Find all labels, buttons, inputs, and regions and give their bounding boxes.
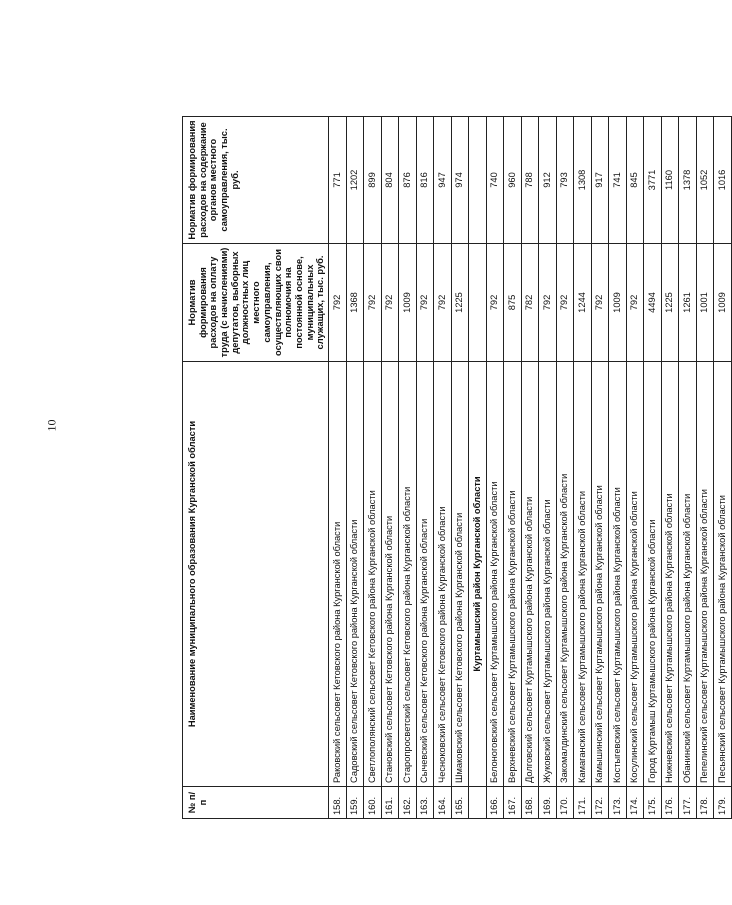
- municipality-name-cell: Садовский сельсовет Кетовского района Курганской области: [346, 362, 364, 787]
- row-number-cell: 173.: [609, 787, 627, 819]
- table-row: [364, 117, 382, 819]
- pay-norm-cell: 792: [416, 244, 434, 362]
- pay-norm-cell: 792: [381, 244, 399, 362]
- municipality-name-cell: Косулинский сельсовет Куртамышского района Курганской области: [626, 362, 644, 787]
- table-row: [609, 117, 627, 819]
- maintenance-norm-cell: 912: [539, 117, 557, 244]
- page-number: 10: [44, 419, 59, 432]
- table-row: [591, 117, 609, 819]
- pay-norm-cell: 792: [556, 244, 574, 362]
- pay-norm-cell: 1368: [346, 244, 364, 362]
- pay-norm-cell: 792: [364, 244, 382, 362]
- row-number-cell: 168.: [521, 787, 539, 819]
- pay-norm-cell: 1009: [714, 244, 732, 362]
- pay-norm-cell: 792: [626, 244, 644, 362]
- municipality-name-cell: Светлополянский сельсовет Кетовского района Курганской области: [364, 362, 382, 787]
- pay-norm-cell: 4494: [644, 244, 662, 362]
- header-pay-norm: Норматив формирования расходов на оплату труда (с начислениями) депутатов, выборных должностных лиц местного самоуправления, осуществляющих свои полномочия на постоянной основе, муниципальных служащих, тыс. руб.: [183, 244, 329, 362]
- table-row: [661, 117, 679, 819]
- maintenance-norm-cell: 793: [556, 117, 574, 244]
- municipality-name-cell: Нижневский сельсовет Куртамышского района Курганской области: [661, 362, 679, 787]
- maintenance-norm-cell: 1202: [346, 117, 364, 244]
- row-number-cell: 170.: [556, 787, 574, 819]
- pay-norm-cell: 792: [591, 244, 609, 362]
- maintenance-norm-cell: 740: [486, 117, 504, 244]
- row-number-cell: 164.: [434, 787, 452, 819]
- section-title: Куртамышский район Курганской области: [469, 362, 487, 787]
- maintenance-norm-cell: 876: [399, 117, 417, 244]
- maintenance-norm-cell: 917: [591, 117, 609, 244]
- municipality-name-cell: Белоноговский сельсовет Куртамышского района Курганской области: [486, 362, 504, 787]
- table-body: [183, 117, 732, 819]
- municipality-name-cell: Верхневский сельсовет Куртамышского района Курганской области: [504, 362, 522, 787]
- municipality-name-cell: Старопросветский сельсовет Кетовского района Курганской области: [399, 362, 417, 787]
- municipality-name-cell: Раковский сельсовет Кетовского района Курганской области: [329, 362, 347, 787]
- row-number-cell: 174.: [626, 787, 644, 819]
- row-number-cell: 176.: [661, 787, 679, 819]
- municipality-name-cell: Камаганский сельсовет Куртамышского района Курганской области: [574, 362, 592, 787]
- municipality-name-cell: Закомалдинский сельсовет Куртамышского района Курганской области: [556, 362, 574, 787]
- maintenance-norm-cell: 947: [434, 117, 452, 244]
- pay-norm-cell: 875: [504, 244, 522, 362]
- table-row: [521, 117, 539, 819]
- table-row: [399, 117, 417, 819]
- maintenance-norm-cell: 804: [381, 117, 399, 244]
- table-row: [381, 117, 399, 819]
- pay-norm-cell: 1001: [696, 244, 714, 362]
- municipality-name-cell: Шмаковский сельсовет Кетовского района Курганской области: [451, 362, 469, 787]
- municipality-name-cell: Обанинский сельсовет Куртамышского района Курганской области: [679, 362, 697, 787]
- maintenance-norm-cell: 771: [329, 117, 347, 244]
- municipality-name-cell: Костыгевский сельсовет Куртамышского района Курганской области: [609, 362, 627, 787]
- municipality-name-cell: Пепелинский сельсовет Куртамышского района Курганской области: [696, 362, 714, 787]
- rotated-table-sheet: [182, 117, 727, 819]
- municipality-name-cell: Город Куртамыш Куртамышского района Курганской области: [644, 362, 662, 787]
- row-number-cell: 160.: [364, 787, 382, 819]
- municipality-name-cell: Сычевский сельсовет Кетовского района Курганской области: [416, 362, 434, 787]
- table-row: [539, 117, 557, 819]
- municipality-name-cell: Становский сельсовет Кетовского района Курганской области: [381, 362, 399, 787]
- pay-norm-cell: 792: [486, 244, 504, 362]
- maintenance-norm-cell: 1016: [714, 117, 732, 244]
- row-number-cell: 162.: [399, 787, 417, 819]
- row-number-cell: 167.: [504, 787, 522, 819]
- maintenance-norm-cell: 960: [504, 117, 522, 244]
- section-empty-cell: [469, 244, 487, 362]
- row-number-cell: 178.: [696, 787, 714, 819]
- maintenance-norm-cell: 1052: [696, 117, 714, 244]
- table-row: [644, 117, 662, 819]
- pay-norm-cell: 782: [521, 244, 539, 362]
- municipality-name-cell: Чесноковский сельсовет Кетовского района Курганской области: [434, 362, 452, 787]
- maintenance-norm-cell: 899: [364, 117, 382, 244]
- table-row: [679, 117, 697, 819]
- row-number-cell: 171.: [574, 787, 592, 819]
- pay-norm-cell: 1244: [574, 244, 592, 362]
- municipality-name-cell: Песьянский сельсовет Куртамышского района Курганской области: [714, 362, 732, 787]
- pay-norm-cell: 792: [434, 244, 452, 362]
- section-row: [469, 117, 487, 819]
- table-row: [504, 117, 522, 819]
- maintenance-norm-cell: 788: [521, 117, 539, 244]
- header-number: № п/п: [183, 787, 329, 819]
- maintenance-norm-cell: 1308: [574, 117, 592, 244]
- row-number-cell: 163.: [416, 787, 434, 819]
- row-number-cell: 177.: [679, 787, 697, 819]
- pay-norm-cell: 1225: [451, 244, 469, 362]
- row-number-cell: 175.: [644, 787, 662, 819]
- maintenance-norm-cell: 845: [626, 117, 644, 244]
- table-row: [329, 117, 347, 819]
- table-row: [416, 117, 434, 819]
- pay-norm-cell: 1009: [399, 244, 417, 362]
- norms-table: [182, 116, 732, 819]
- table-row: [486, 117, 504, 819]
- table-row: [714, 117, 732, 819]
- row-number-cell: 172.: [591, 787, 609, 819]
- municipality-name-cell: Долговский сельсовет Куртамышского района Курганской области: [521, 362, 539, 787]
- maintenance-norm-cell: 1160: [661, 117, 679, 244]
- pay-norm-cell: 792: [539, 244, 557, 362]
- pay-norm-cell: 792: [329, 244, 347, 362]
- section-empty-cell: [469, 117, 487, 244]
- table-row: [696, 117, 714, 819]
- table-row: [346, 117, 364, 819]
- municipality-name-cell: Камышинский сельсовет Куртамышского района Курганской области: [591, 362, 609, 787]
- table-row: [434, 117, 452, 819]
- header-maintenance-norm: Норматив формирования расходов на содержание органов местного самоуправления, тыс. руб.: [183, 117, 329, 244]
- pay-norm-cell: 1261: [679, 244, 697, 362]
- row-number-cell: 158.: [329, 787, 347, 819]
- row-number-cell: 169.: [539, 787, 557, 819]
- table-row: [451, 117, 469, 819]
- maintenance-norm-cell: 816: [416, 117, 434, 244]
- pay-norm-cell: 1009: [609, 244, 627, 362]
- maintenance-norm-cell: 3771: [644, 117, 662, 244]
- municipality-name-cell: Жуковский сельсовет Куртамышского района Курганской области: [539, 362, 557, 787]
- maintenance-norm-cell: 1378: [679, 117, 697, 244]
- table-row: [556, 117, 574, 819]
- row-number-cell: 165.: [451, 787, 469, 819]
- table-row: [626, 117, 644, 819]
- row-number-cell: 179.: [714, 787, 732, 819]
- maintenance-norm-cell: 741: [609, 117, 627, 244]
- header-municipality-name: Наименование муниципального образования Курганской области: [183, 362, 329, 787]
- row-number-cell: 166.: [486, 787, 504, 819]
- section-number-cell: [469, 787, 487, 819]
- table-row: [574, 117, 592, 819]
- row-number-cell: 159.: [346, 787, 364, 819]
- pay-norm-cell: 1225: [661, 244, 679, 362]
- maintenance-norm-cell: 974: [451, 117, 469, 244]
- table-header-row: [183, 117, 329, 819]
- row-number-cell: 161.: [381, 787, 399, 819]
